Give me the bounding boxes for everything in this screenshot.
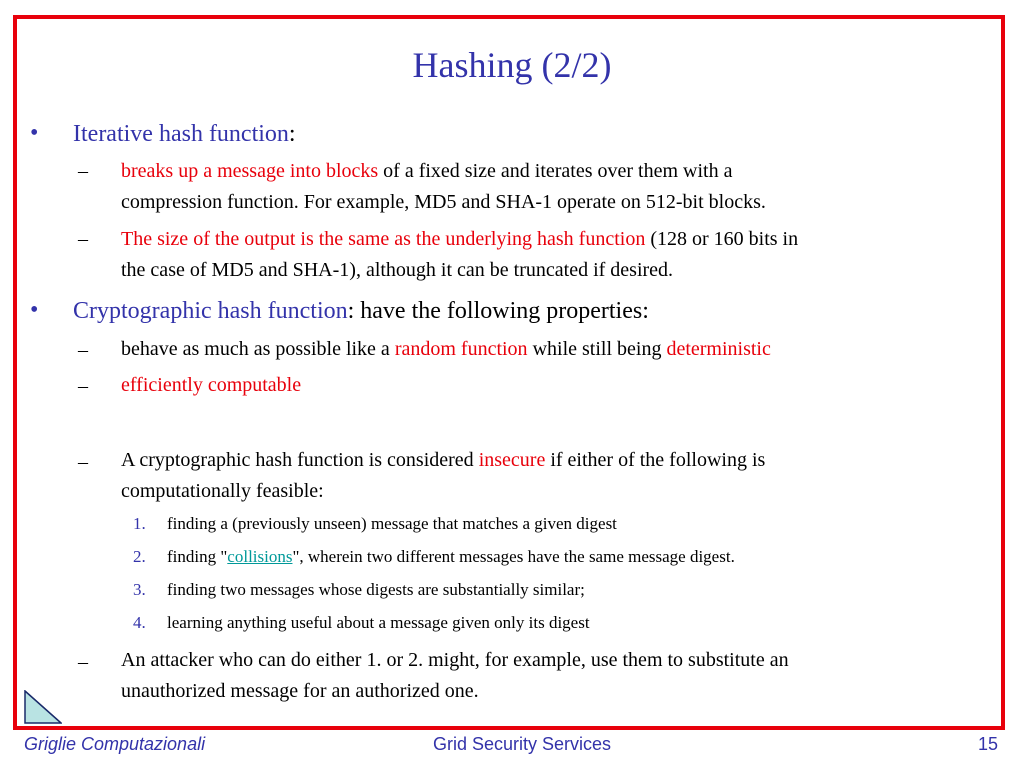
dash-marker: – [78,228,88,250]
list-number: 4. [133,613,146,632]
footer-section: Grid Security Services [433,734,612,754]
bullet-cryptographic-hash: Cryptographic hash function: have the following properties: [73,298,649,324]
dash-marker: – [78,651,88,673]
dash-marker: – [78,375,88,397]
sub-bullet-efficient: efficiently computable [121,374,302,396]
numbered-item-2: finding "collisions", wherein two different messages have the same message digest. [167,547,735,566]
dash-marker: – [78,451,88,473]
bullet-marker: • [30,120,39,146]
term-cryptographic-hash-function: Cryptographic hash function [73,298,348,324]
numbered-item-1: finding a (previously unseen) message that matches a given digest [167,514,617,533]
sub-bullet-insecure: A cryptographic hash function is considered insecure if either of the following is computationally feasible: [121,449,766,502]
collisions-link[interactable]: collisions [227,547,293,566]
dash-marker: – [78,339,88,361]
sub-bullet-attacker: An attacker who can do either 1. or 2. might, for example, use them to substitute an unauthorized message for an authorized one. [121,649,789,702]
footer-course: Griglie Computazionali [24,734,206,754]
numbered-item-3: finding two messages whose digests are substantially similar; [167,580,585,599]
slide-title: Hashing (2/2) [412,45,612,85]
list-number: 3. [133,580,146,599]
sub-bullet-blocks: breaks up a message into blocks of a fixed size and iterates over them with a compression function. For example, MD5 and SHA-1 operate on 512-bit blocks. [121,160,766,213]
footer-page-number: 15 [978,734,999,754]
list-number: 2. [133,547,146,566]
bullet-iterative-hash: Iterative hash function: [73,121,296,147]
corner-triangle-logo [24,690,62,724]
bullet-marker: • [30,297,39,323]
term-iterative-hash-function: Iterative hash function [73,121,289,147]
list-number: 1. [133,514,146,533]
numbered-item-4: learning anything useful about a message given only its digest [167,613,590,632]
sub-bullet-output-size: The size of the output is the same as the underlying hash function (128 or 160 bits in the case of MD5 and SHA-1), although it can be truncated if desired. [121,228,799,281]
sub-bullet-random-function: behave as much as possible like a random function while still being deterministic [121,338,771,360]
dash-marker: – [78,160,88,182]
